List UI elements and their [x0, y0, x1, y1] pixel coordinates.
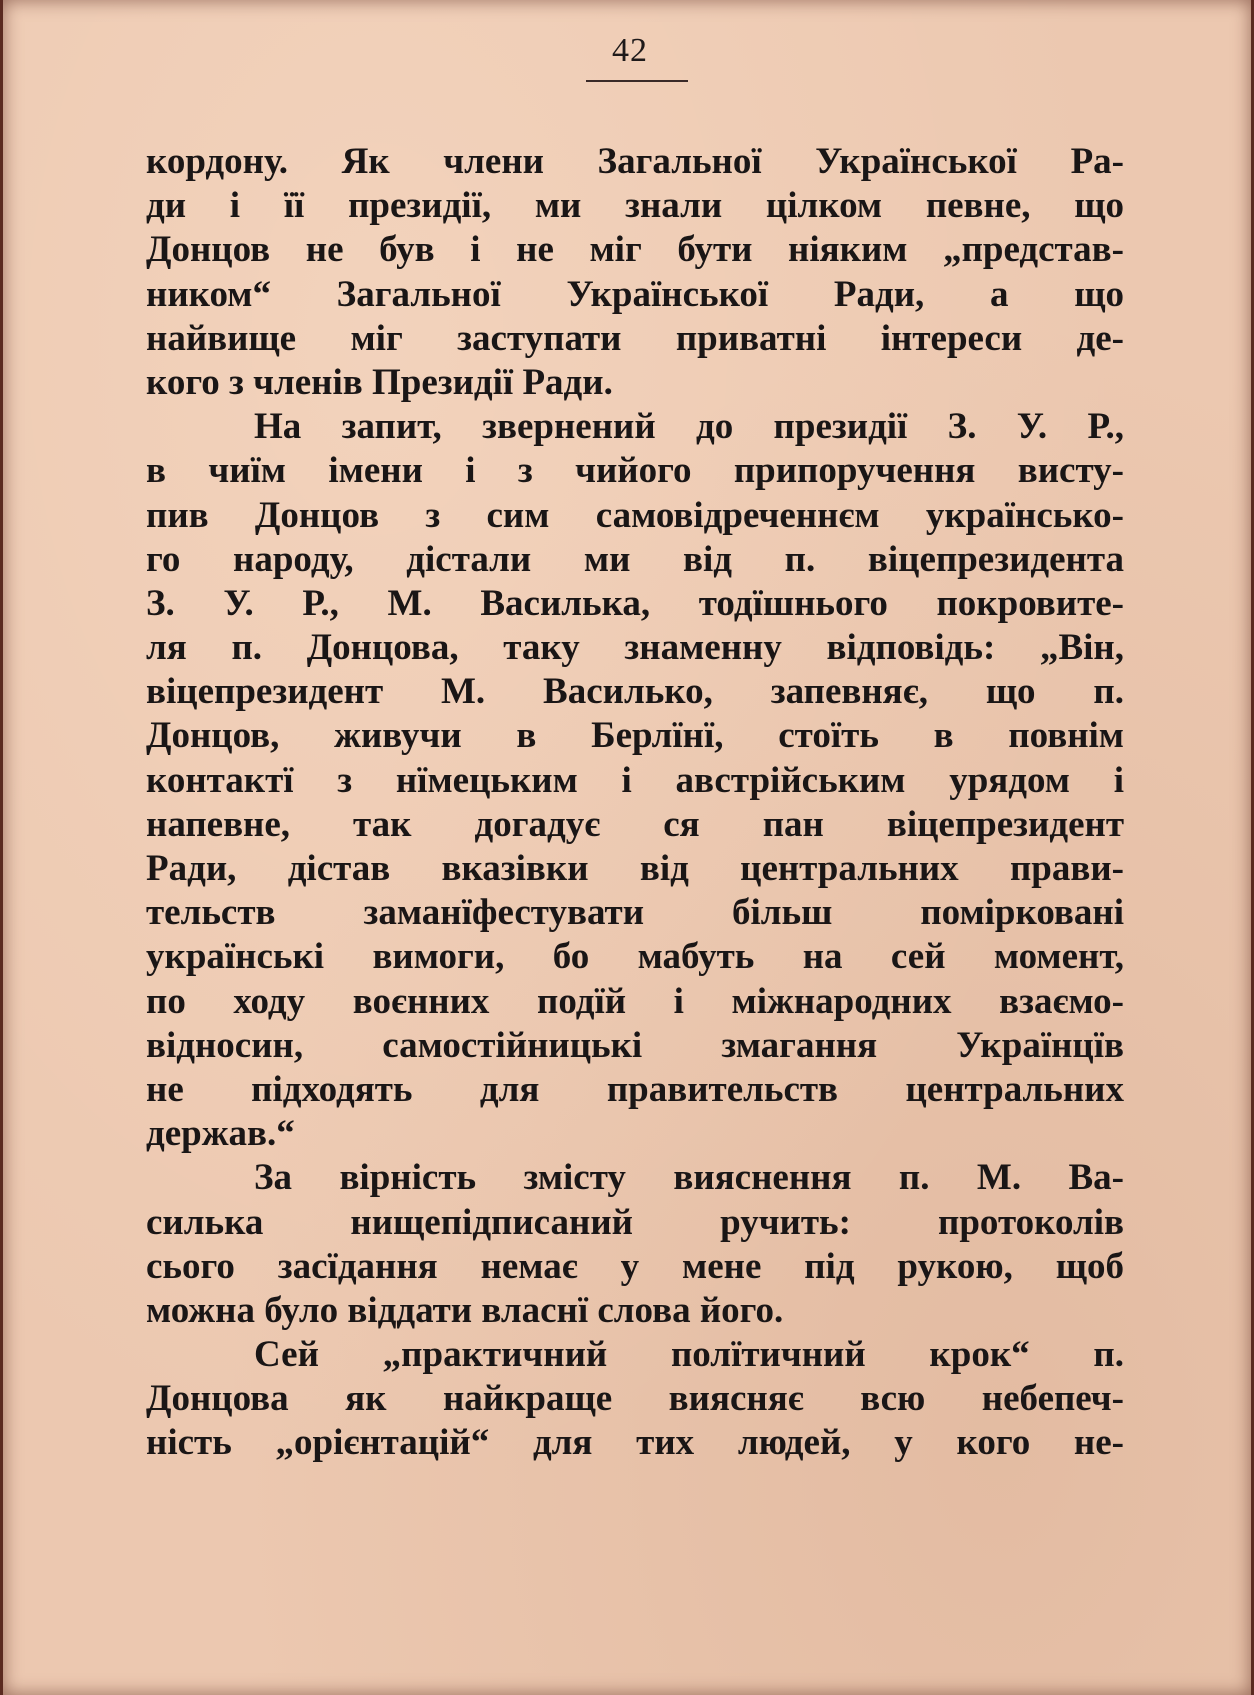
- text-line: можна було віддати власнї слова його.: [146, 1289, 784, 1331]
- page-number: 42: [612, 32, 648, 69]
- text-line: На запит, звернений до президії З. У. Р.,: [254, 406, 1124, 448]
- page-number-rule: [586, 80, 688, 82]
- text-line: ником“ Загальної Української Ради, а що: [146, 273, 1124, 315]
- text-line: держав.“: [146, 1113, 295, 1155]
- text-line: напевне, так догадує ся пан віцепрезидент: [146, 803, 1124, 845]
- text-line: ди і її президії, ми знали цілком певне, що: [146, 185, 1124, 227]
- text-line: ність „орієнтацій“ для тих людей, у кого не-: [146, 1422, 1124, 1464]
- text-line: ля п. Донцова, таку знаменну відповідь: „Він,: [146, 627, 1124, 669]
- text-line: силька нищепідписаний ручить: протоколів: [146, 1201, 1124, 1243]
- text-line: контактї з нїмецьким і австрійським урядом і: [146, 759, 1124, 801]
- text-line: відносин, самостійницькі змагання Українцїв: [146, 1024, 1124, 1066]
- text-line: тельств заманїфестувати більш помірковані: [146, 892, 1124, 934]
- text-line: кордону. Як члени Загальної Української Ра-: [146, 141, 1124, 182]
- text-line: віцепрезидент М. Василько, запевняє, що п.: [146, 671, 1124, 713]
- text-line: З. У. Р., М. Василька, тодїшнього покровите-: [146, 582, 1124, 624]
- text-line: пив Донцов з сим самовідреченнєм українсько-: [146, 494, 1124, 536]
- text-line: Донцова як найкраще виясняє всю небепеч-: [146, 1378, 1124, 1420]
- text-line: кого з членів Президії Ради.: [146, 361, 613, 403]
- text-line: Ради, дістав вказівки від центральних прави-: [146, 848, 1124, 889]
- text-line: найвище міг заступати приватні інтереси де-: [146, 317, 1124, 359]
- text-line: го народу, дістали ми від п. віцепрезидента: [146, 538, 1124, 580]
- text-line: українські вимоги, бо мабуть на сей момент,: [146, 936, 1124, 978]
- text-line: За вірність змісту вияснення п. М. Ва-: [254, 1157, 1124, 1199]
- text-line: Донцов не був і не міг бути ніяким „представ-: [146, 229, 1124, 271]
- text-line: в чиїм імени і з чийого припоручення висту-: [146, 450, 1124, 492]
- text-line: Донцов, живучи в Берлїнї, стоїть в повнім: [146, 715, 1124, 757]
- body-text: [146, 140, 1124, 1466]
- text-line: Сей „практичний полїтичний крок“ п.: [254, 1334, 1124, 1376]
- text-line: по ходу воєнних подїй і міжнародних взаємо-: [146, 980, 1124, 1022]
- text-line: не підходять для правительств центральних: [146, 1068, 1124, 1110]
- text-line: сього засїдання немає у мене під рукою, щоб: [146, 1245, 1124, 1287]
